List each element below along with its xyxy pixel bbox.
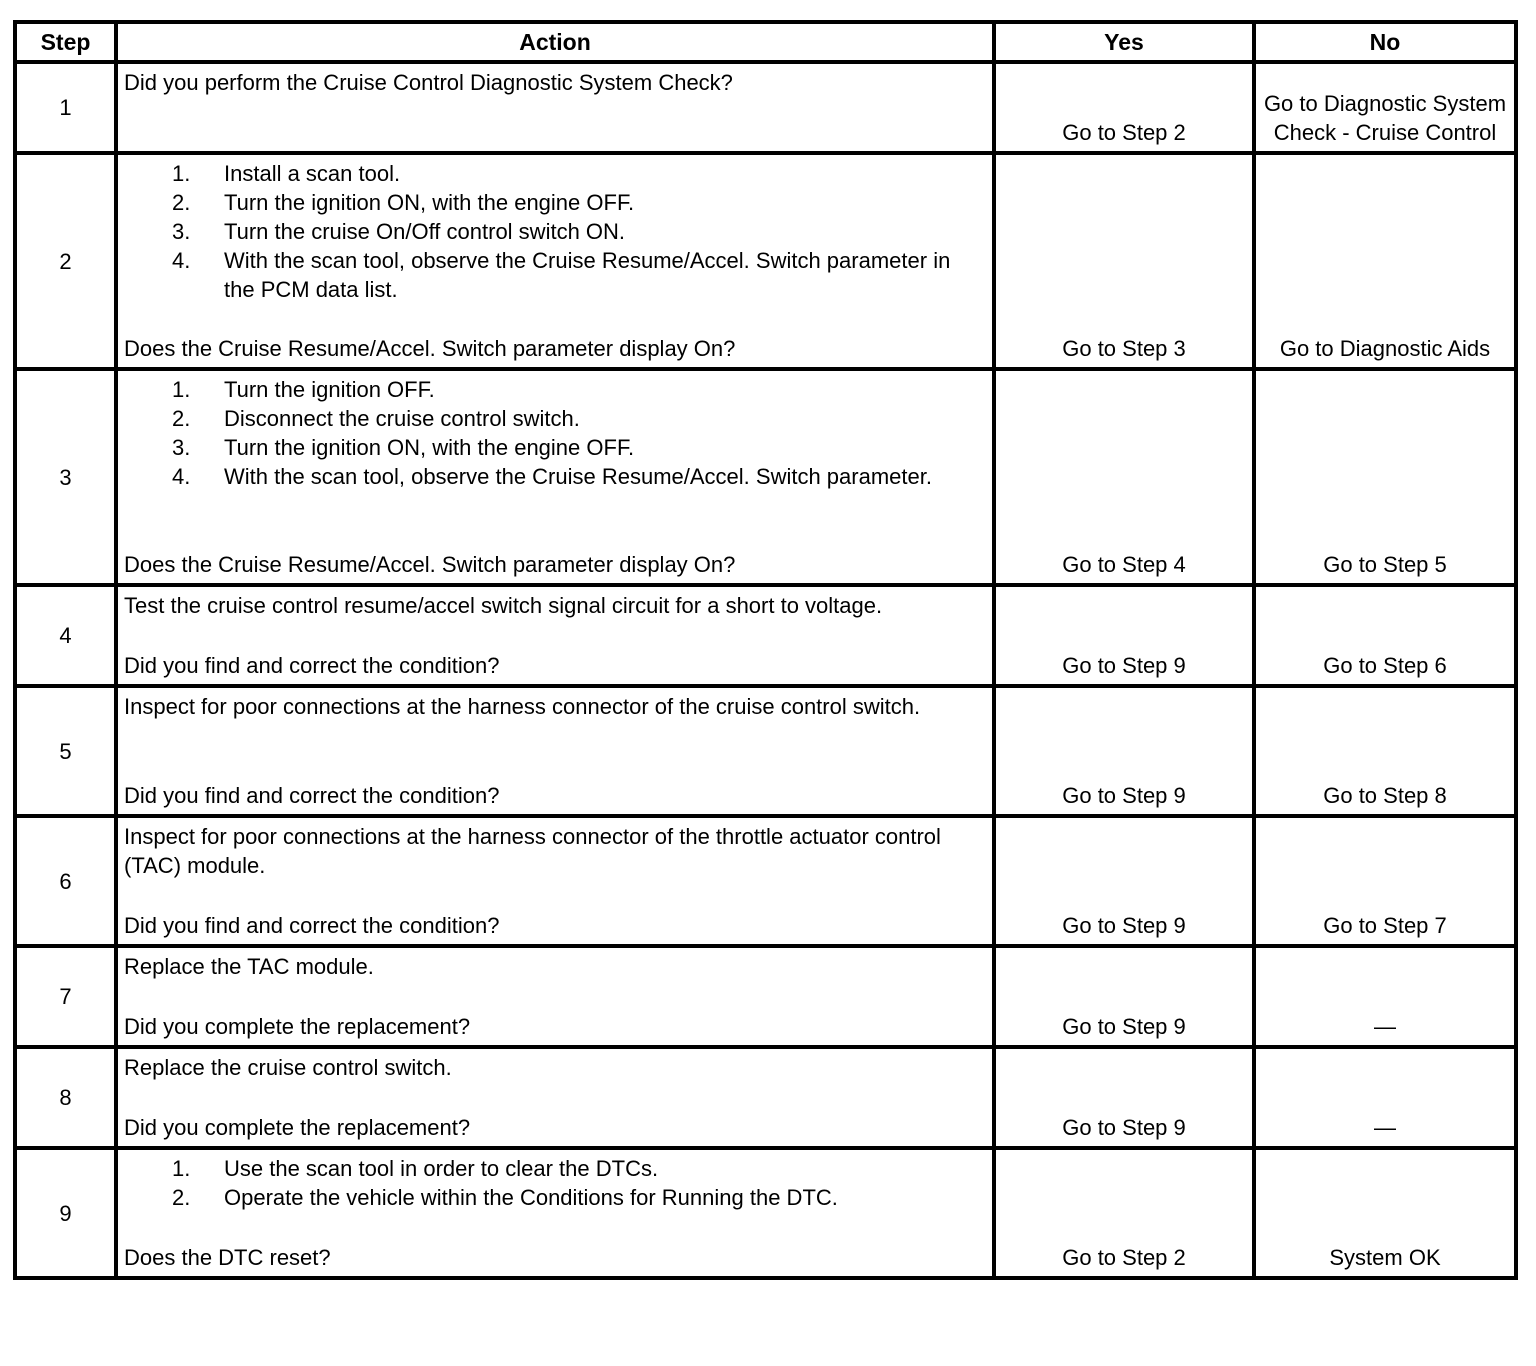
substep-text: Use the scan tool in order to clear the DTCs. xyxy=(224,1156,659,1181)
table-row xyxy=(15,686,1516,816)
step-number: 9 xyxy=(15,1148,116,1278)
action-question: Did you find and correct the condition? xyxy=(124,913,500,938)
substep-text: Install a scan tool. xyxy=(224,161,401,186)
action-cell xyxy=(116,946,994,1047)
substep-list xyxy=(124,375,984,491)
substep-number: 1. xyxy=(172,161,191,186)
substep-number: 4. xyxy=(172,248,191,273)
yes-result: Go to Step 4 xyxy=(994,369,1254,585)
yes-result: Go to Step 2 xyxy=(994,1148,1254,1278)
table-row xyxy=(15,153,1516,369)
table-row xyxy=(15,1148,1516,1278)
action-description: Did you perform the Cruise Control Diagnostic System Check? xyxy=(124,70,733,95)
yes-result: Go to Step 9 xyxy=(994,585,1254,686)
substep-text: Turn the ignition ON, with the engine OFF. xyxy=(224,190,635,215)
substep-text: With the scan tool, observe the Cruise Resume/Accel. Switch parameter in the PCM data list. xyxy=(224,248,951,302)
yes-result: Go to Step 9 xyxy=(994,946,1254,1047)
no-result: — xyxy=(1254,1047,1516,1148)
action-cell xyxy=(116,686,994,816)
table-row xyxy=(15,946,1516,1047)
action-description: Inspect for poor connections at the harness connector of the throttle actuator control (TAC) module. xyxy=(124,824,941,878)
action-cell xyxy=(116,585,994,686)
action-cell xyxy=(116,62,994,153)
substep-number: 3. xyxy=(172,435,191,460)
table-row xyxy=(15,369,1516,585)
substep-item xyxy=(124,188,984,217)
substep-number: 1. xyxy=(172,1156,191,1181)
action-cell xyxy=(116,816,994,946)
action-description: Replace the TAC module. xyxy=(124,954,374,979)
no-result: — xyxy=(1254,946,1516,1047)
action-question: Did you find and correct the condition? xyxy=(124,653,500,678)
substep-item xyxy=(124,159,984,188)
step-number: 2 xyxy=(15,153,116,369)
substep-text: Turn the cruise On/Off control switch ON. xyxy=(224,219,626,244)
yes-result: Go to Step 9 xyxy=(994,686,1254,816)
action-description: Inspect for poor connections at the harness connector of the cruise control switch. xyxy=(124,694,921,719)
no-result: Go to Step 8 xyxy=(1254,686,1516,816)
action-cell xyxy=(116,1047,994,1148)
no-result: Go to Step 5 xyxy=(1254,369,1516,585)
substep-item xyxy=(124,246,984,304)
yes-result: Go to Step 2 xyxy=(994,62,1254,153)
table-row xyxy=(15,585,1516,686)
substep-text: With the scan tool, observe the Cruise Resume/Accel. Switch parameter. xyxy=(224,464,932,489)
substep-item xyxy=(124,375,984,404)
substep-item xyxy=(124,462,984,491)
step-number: 1 xyxy=(15,62,116,153)
no-result: System OK xyxy=(1254,1148,1516,1278)
action-question: Did you find and correct the condition? xyxy=(124,783,500,808)
header-step: Step xyxy=(15,22,116,62)
no-result: Go to Step 6 xyxy=(1254,585,1516,686)
action-question: Did you complete the replacement? xyxy=(124,1115,471,1140)
action-question: Does the DTC reset? xyxy=(124,1245,331,1270)
action-cell xyxy=(116,369,994,585)
action-cell xyxy=(116,1148,994,1278)
table-row xyxy=(15,816,1516,946)
header-action: Action xyxy=(116,22,994,62)
substep-text: Operate the vehicle within the Conditions for Running the DTC. xyxy=(224,1185,838,1210)
yes-result: Go to Step 9 xyxy=(994,816,1254,946)
substep-item xyxy=(124,1154,984,1183)
step-number: 3 xyxy=(15,369,116,585)
substep-text: Turn the ignition OFF. xyxy=(224,377,435,402)
substep-text: Turn the ignition ON, with the engine OFF. xyxy=(224,435,635,460)
substep-number: 2. xyxy=(172,190,191,215)
action-question: Did you complete the replacement? xyxy=(124,1014,471,1039)
action-question: Does the Cruise Resume/Accel. Switch parameter display On? xyxy=(124,336,736,361)
substep-number: 2. xyxy=(172,1185,191,1210)
yes-result: Go to Step 3 xyxy=(994,153,1254,369)
diagnostic-table xyxy=(13,20,1518,1280)
table-row xyxy=(15,62,1516,153)
substep-text: Disconnect the cruise control switch. xyxy=(224,406,580,431)
substep-list xyxy=(124,159,984,304)
substep-number: 3. xyxy=(172,219,191,244)
step-number: 6 xyxy=(15,816,116,946)
substep-item xyxy=(124,433,984,462)
action-cell xyxy=(116,153,994,369)
step-number: 4 xyxy=(15,585,116,686)
action-description: Replace the cruise control switch. xyxy=(124,1055,452,1080)
substep-number: 1. xyxy=(172,377,191,402)
yes-result: Go to Step 9 xyxy=(994,1047,1254,1148)
action-description: Test the cruise control resume/accel switch signal circuit for a short to voltage. xyxy=(124,593,883,618)
no-result: Go to Diagnostic Aids xyxy=(1254,153,1516,369)
no-result: Go to Step 7 xyxy=(1254,816,1516,946)
substep-list xyxy=(124,1154,984,1212)
substep-item xyxy=(124,217,984,246)
table-row xyxy=(15,1047,1516,1148)
step-number: 8 xyxy=(15,1047,116,1148)
substep-number: 4. xyxy=(172,464,191,489)
action-question: Does the Cruise Resume/Accel. Switch parameter display On? xyxy=(124,552,736,577)
header-no: No xyxy=(1254,22,1516,62)
header-row xyxy=(15,22,1516,62)
substep-number: 2. xyxy=(172,406,191,431)
substep-item xyxy=(124,404,984,433)
substep-item xyxy=(124,1183,984,1212)
step-number: 7 xyxy=(15,946,116,1047)
header-yes: Yes xyxy=(994,22,1254,62)
step-number: 5 xyxy=(15,686,116,816)
no-result: Go to Diagnostic System Check - Cruise Control xyxy=(1254,62,1516,153)
